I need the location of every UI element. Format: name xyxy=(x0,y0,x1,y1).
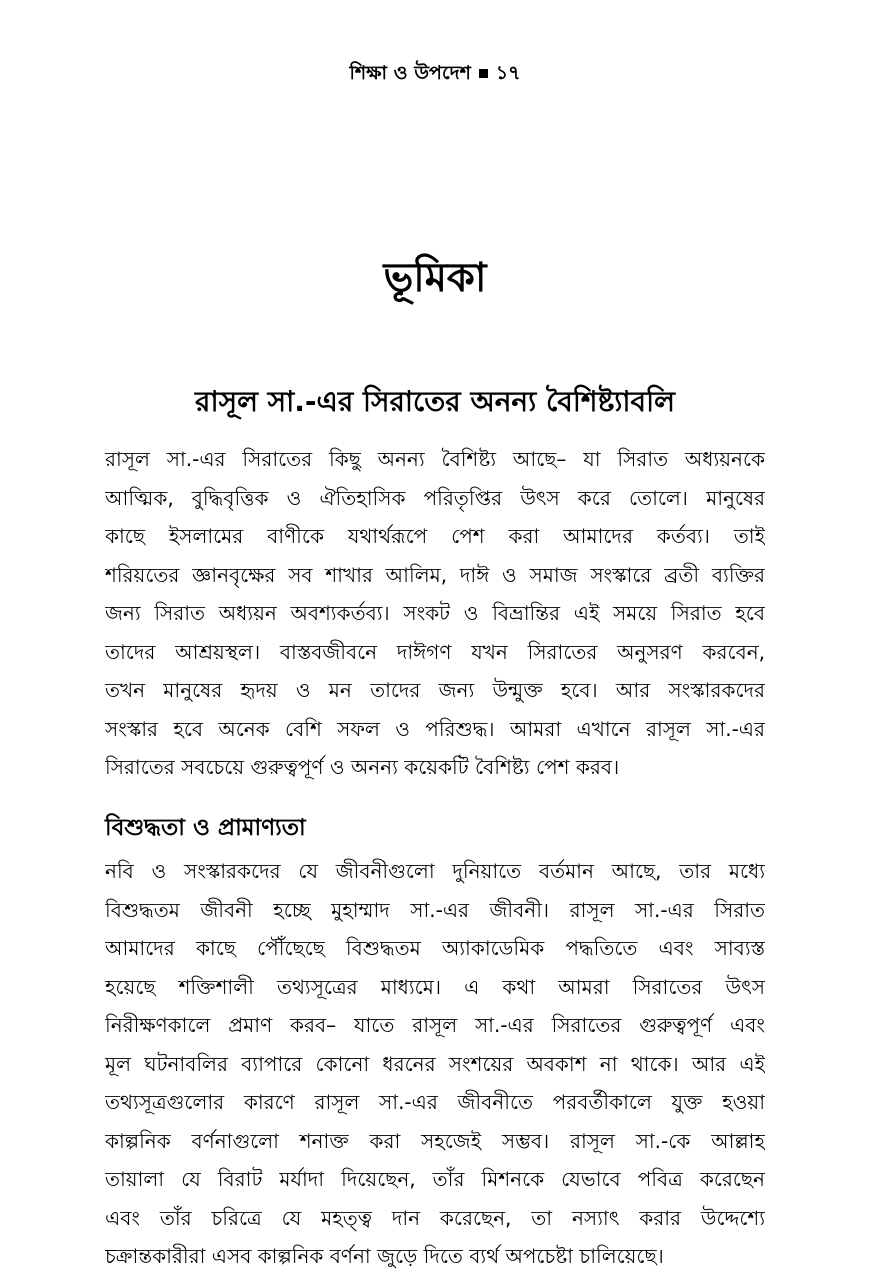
paragraph-line: বিশুদ্ধতম জীবনী হচ্ছে মুহাম্মাদ সা.-এর জীবনী। রাসূল সা.-এর সিরাত xyxy=(105,897,765,922)
paragraph-line: আত্মিক, বুদ্ধিবৃত্তিক ও ঐতিহাসিক পরিতৃপ্তির উৎস করে তোলে। মানুষের xyxy=(105,485,765,510)
paragraph-line: নবি ও সংস্কারকদের যে জীবনীগুলো দুনিয়াতে বর্তমান আছে, তার মধ্যে xyxy=(105,859,765,883)
paragraph-line: এবং তাঁর চরিত্রে যে মহত্ত্ব দান করেছেন, তা নস্যাৎ করার উদ্দেশ্যে xyxy=(105,1205,765,1230)
paragraph-line: শরিয়তের জ্ঞানবৃক্ষের সব শাখার আলিম, দাঈ ও সমাজ সংস্কারে ব্রতী ব্যক্তির xyxy=(105,562,765,587)
paragraph-intro xyxy=(105,440,765,787)
page-number: ১৭ xyxy=(495,62,521,84)
section-title: রাসূল সা.-এর সিরাতের অনন্য বৈশিষ্ট্যাবলি xyxy=(195,385,675,418)
paragraph-line: তথ্যসূত্রগুলোর কারণে রাসূল সা.-এর জীবনীতে পরবর্তীকালে যুক্ত হওয়া xyxy=(105,1090,765,1114)
paragraph-line: জন্য সিরাত অধ্যয়ন অবশ্যকর্তব্য। সংকট ও বিভ্রান্তির এই সময়ে সিরাত হবে xyxy=(105,601,765,625)
chapter-title: ভূমিকা xyxy=(383,255,487,301)
paragraph-line: চক্রান্তকারীরা এসব কাল্পনিক বর্ণনা জুড়ে দিতে ব্যর্থ অপচেষ্টা চালিয়েছে। xyxy=(105,1244,664,1268)
paragraph-line: কাছে ইসলামের বাণীকে যথার্থরূপে পেশ করা আমাদের কর্তব্য। তাই xyxy=(105,524,765,548)
running-title: শিক্ষা ও উপদেশ xyxy=(349,62,471,84)
subheading: বিশুদ্ধতা ও প্রামাণ্যতা xyxy=(105,815,306,841)
running-header xyxy=(0,58,870,88)
paragraph-authenticity xyxy=(105,852,765,1276)
paragraph-line: তায়ালা যে বিরাট মর্যাদা দিয়েছেন, তাঁর মিশনকে যেভাবে পবিত্র করেছেন xyxy=(105,1167,765,1191)
paragraph-line: নিরীক্ষণকালে প্রমাণ করব– যাতে রাসূল সা.-এর সিরাতের গুরুত্বপূর্ণ এবং xyxy=(105,1013,765,1037)
paragraph-line: সিরাতের সবচেয়ে গুরুত্বপূর্ণ ও অনন্য কয়েকটি বৈশিষ্ট্য পেশ করব। xyxy=(105,755,620,779)
header-separator-square xyxy=(479,69,488,78)
paragraph-line: মূল ঘটনাবলির ব্যাপারে কোনো ধরনের সংশয়ের অবকাশ না থাকে। আর এই xyxy=(105,1051,765,1076)
paragraph-line: কাল্পনিক বর্ণনাগুলো শনাক্ত করা সহজেই সম্ভব। রাসূল সা.-কে আল্লাহ xyxy=(105,1128,765,1153)
paragraph-line: তখন মানুষের হৃদয় ও মন তাদের জন্য উন্মুক্ত হবে। আর সংস্কারকদের xyxy=(105,678,765,702)
paragraph-line: তাদের আশ্রয়স্থল। বাস্তবজীবনে দাঈগণ যখন সিরাতের অনুসরণ করবেন, xyxy=(105,639,765,664)
paragraph-line: রাসূল সা.-এর সিরাতের কিছু অনন্য বৈশিষ্ট্য আছে– যা সিরাত অধ্যয়নকে xyxy=(105,447,765,471)
paragraph-line: হয়েছে শক্তিশালী তথ্যসূত্রের মাধ্যমে। এ কথা আমরা সিরাতের উৎস xyxy=(105,974,765,999)
paragraph-line: আমাদের কাছে পৌঁছেছে বিশুদ্ধতম অ্যাকাডেমিক পদ্ধতিতে এবং সাব্যস্ত xyxy=(105,936,765,960)
paragraph-line: সংস্কার হবে অনেক বেশি সফল ও পরিশুদ্ধ। আমরা এখানে রাসূল সা.-এর xyxy=(105,716,765,741)
